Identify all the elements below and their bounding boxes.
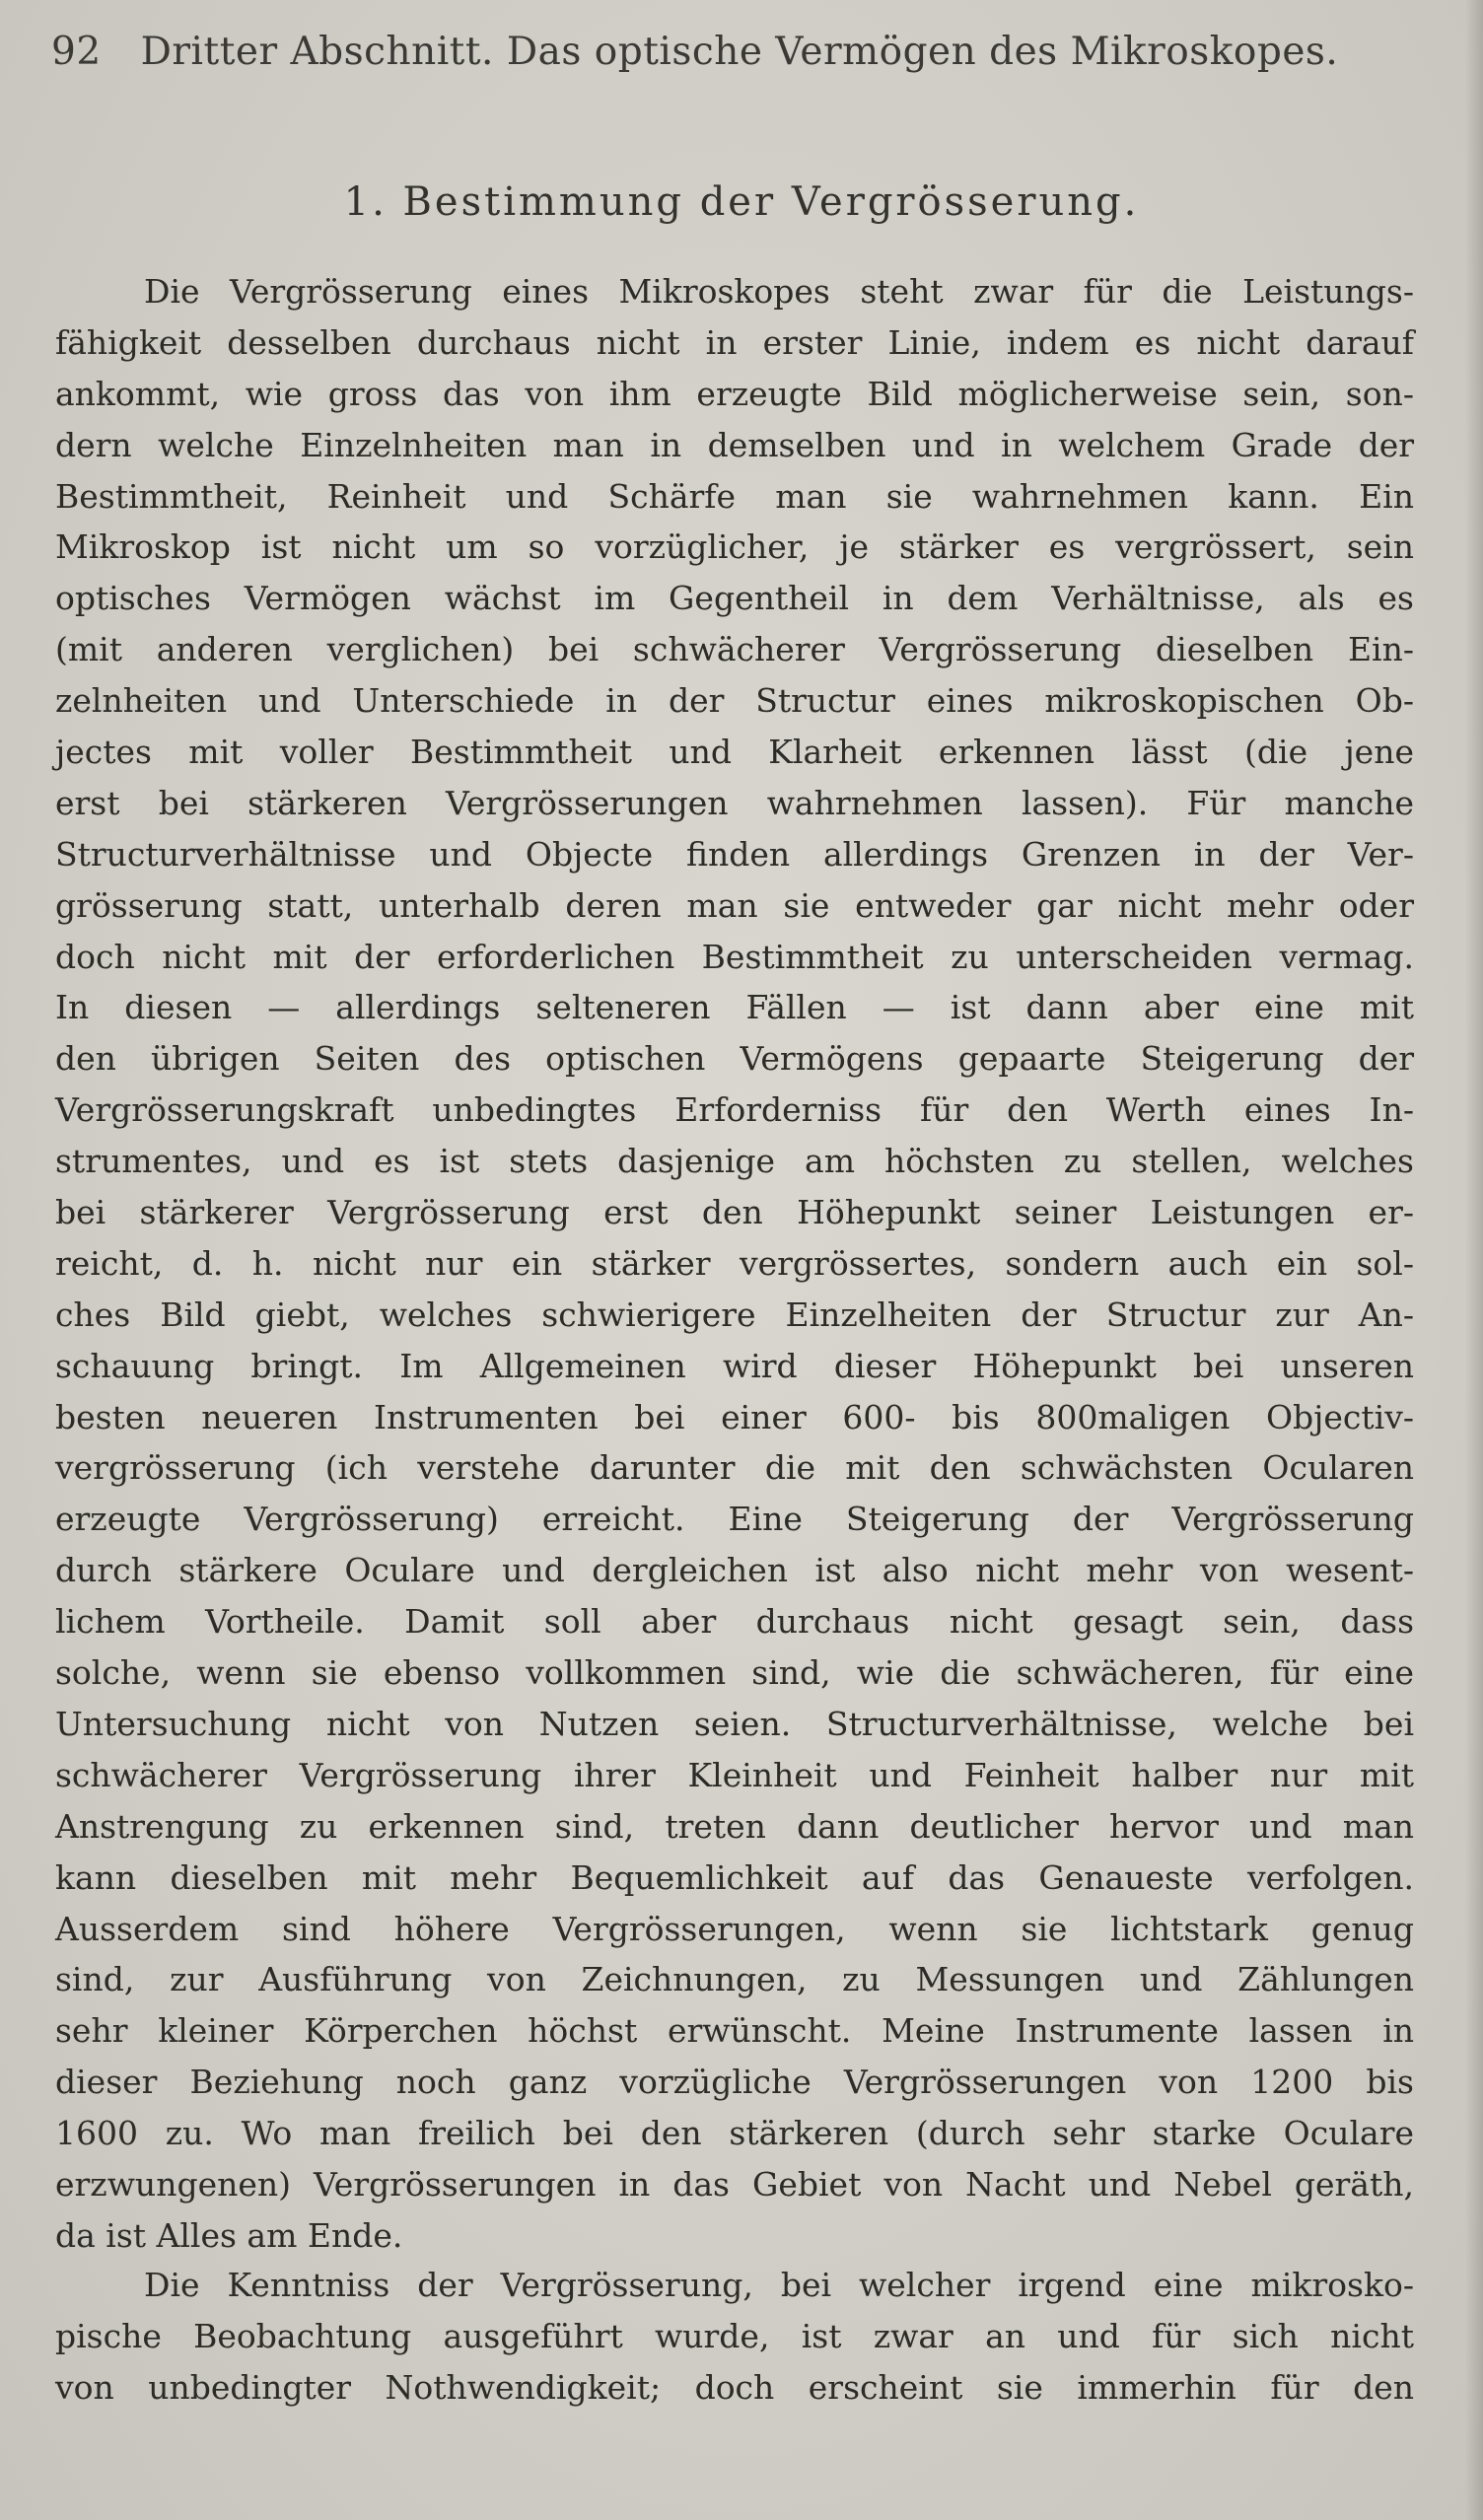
text-line: bei stärkerer Vergrösserung erst den Höhepunkt seiner Leistungen er-	[55, 1193, 1414, 1232]
text-line: grösserung statt, unterhalb deren man sie entweder gar nicht mehr oder	[55, 885, 1414, 925]
text-line: da ist Alles am Ende.	[55, 2215, 403, 2255]
text-line: sehr kleiner Körperchen höchst erwünscht. Meine Instrumente lassen in	[55, 2011, 1414, 2051]
text-line: durch stärkere Oculare und dergleichen ist also nicht mehr von wesent-	[55, 1551, 1414, 1590]
text-line: Ausserdem sind höhere Vergrösserungen, wenn sie lichtstark genug	[55, 1909, 1414, 1948]
text-line: ches Bild giebt, welches schwierigere Einzelheiten der Structur zur An-	[55, 1295, 1414, 1334]
text-line: schauung bringt. Im Allgemeinen wird dieser Höhepunkt bei unseren	[55, 1346, 1414, 1385]
text-line: Mikroskop ist nicht um so vorzüglicher, je stärker es vergrössert, sein	[55, 527, 1414, 567]
text-line: (mit anderen verglichen) bei schwächerer Vergrösserung dieselben Ein-	[55, 630, 1414, 669]
text-line: optisches Vermögen wächst im Gegentheil in dem Verhältnisse, als es	[55, 579, 1414, 618]
running-head-text: Dritter Abschnitt. Das optische Vermögen des Mikroskopes.	[140, 30, 1339, 74]
text-line: Die Kenntniss der Vergrösserung, bei welcher irgend eine mikrosko-	[144, 2266, 1414, 2304]
text-line: strumentes, und es ist stets dasjenige am höchsten zu stellen, welches	[55, 1142, 1414, 1181]
text-line: jectes mit voller Bestimmtheit und Klarheit erkennen lässt (die jene	[55, 733, 1414, 772]
text-line: fähigkeit desselben durchaus nicht in erster Linie, indem es nicht darauf	[55, 322, 1414, 362]
running-head	[51, 30, 1432, 74]
text-line: solche, wenn sie ebenso vollkommen sind, wie die schwächeren, für eine	[55, 1653, 1414, 1693]
page-number: 92	[51, 30, 102, 74]
text-line: Die Vergrösserung eines Mikroskopes steht zwar für die Leistungs-	[144, 272, 1414, 311]
page-edge-shadow	[1465, 0, 1483, 2520]
text-line: vergrösserung (ich verstehe darunter die mit den schwächsten Ocularen	[55, 1448, 1414, 1488]
paragraph-2	[55, 2260, 1414, 2414]
text-line: Bestimmtheit, Reinheit und Schärfe man sie wahrnehmen kann. Ein	[55, 476, 1414, 516]
text-line: Anstrengung zu erkennen sind, treten dann deutlicher hervor und man	[55, 1806, 1414, 1846]
text-line: schwächerer Vergrösserung ihrer Kleinheit und Feinheit halber nur mit	[55, 1755, 1414, 1794]
text-line: besten neueren Instrumenten bei einer 600- bis 800maligen Objectiv-	[55, 1397, 1414, 1436]
text-line: Structurverhältnisse und Objecte finden allerdings Grenzen in der Ver-	[55, 834, 1414, 874]
text-line: ankommt, wie gross das von ihm erzeugte Bild möglicherweise sein, son-	[55, 374, 1414, 413]
text-line: dern welche Einzelnheiten man in demselben und in welchem Grade der	[55, 425, 1414, 464]
text-line: erzwungenen) Vergrösserungen in das Gebiet von Nacht und Nebel geräth,	[55, 2164, 1414, 2204]
text-line: den übrigen Seiten des optischen Vermögens gepaarte Steigerung der	[55, 1039, 1414, 1079]
text-line: sind, zur Ausführung von Zeichnungen, zu Messungen und Zählungen	[55, 1960, 1414, 1999]
text-line: erzeugte Vergrösserung) erreicht. Eine Steigerung der Vergrösserung	[55, 1500, 1414, 1539]
text-line: reicht, d. h. nicht nur ein stärker vergrössertes, sondern auch ein sol-	[55, 1243, 1414, 1283]
text-line: kann dieselben mit mehr Bequemlichkeit auf das Genaueste verfolgen.	[55, 1857, 1414, 1897]
text-line: doch nicht mit der erforderlichen Bestimmtheit zu unterscheiden vermag.	[55, 937, 1414, 976]
text-line: von unbedingter Nothwendigkeit; doch erscheint sie immerhin für den	[55, 2367, 1414, 2407]
text-line: dieser Beziehung noch ganz vorzügliche Vergrösserungen von 1200 bis	[55, 2063, 1414, 2102]
text-line: Untersuchung nicht von Nutzen seien. Structurverhältnisse, welche bei	[55, 1704, 1414, 1743]
text-line: Vergrösserungskraft unbedingtes Erforderniss für den Werth eines In-	[55, 1090, 1414, 1130]
text-line: In diesen — allerdings selteneren Fällen — ist dann aber eine mit	[55, 988, 1414, 1027]
text-line: pische Beobachtung ausgeführt wurde, ist zwar an und für sich nicht	[55, 2316, 1414, 2355]
text-line: erst bei stärkeren Vergrösserungen wahrnehmen lassen). Für manche	[55, 783, 1414, 822]
paragraph-1	[55, 266, 1414, 2262]
section-title: 1. Bestimmung der Vergrösserung.	[343, 179, 1140, 225]
text-line: 1600 zu. Wo man freilich bei den stärkeren (durch sehr starke Oculare	[55, 2114, 1414, 2153]
text-line: zelnheiten und Unterschiede in der Structur eines mikroskopischen Ob-	[55, 681, 1414, 721]
text-line: lichem Vortheile. Damit soll aber durchaus nicht gesagt sein, dass	[55, 1602, 1414, 1642]
